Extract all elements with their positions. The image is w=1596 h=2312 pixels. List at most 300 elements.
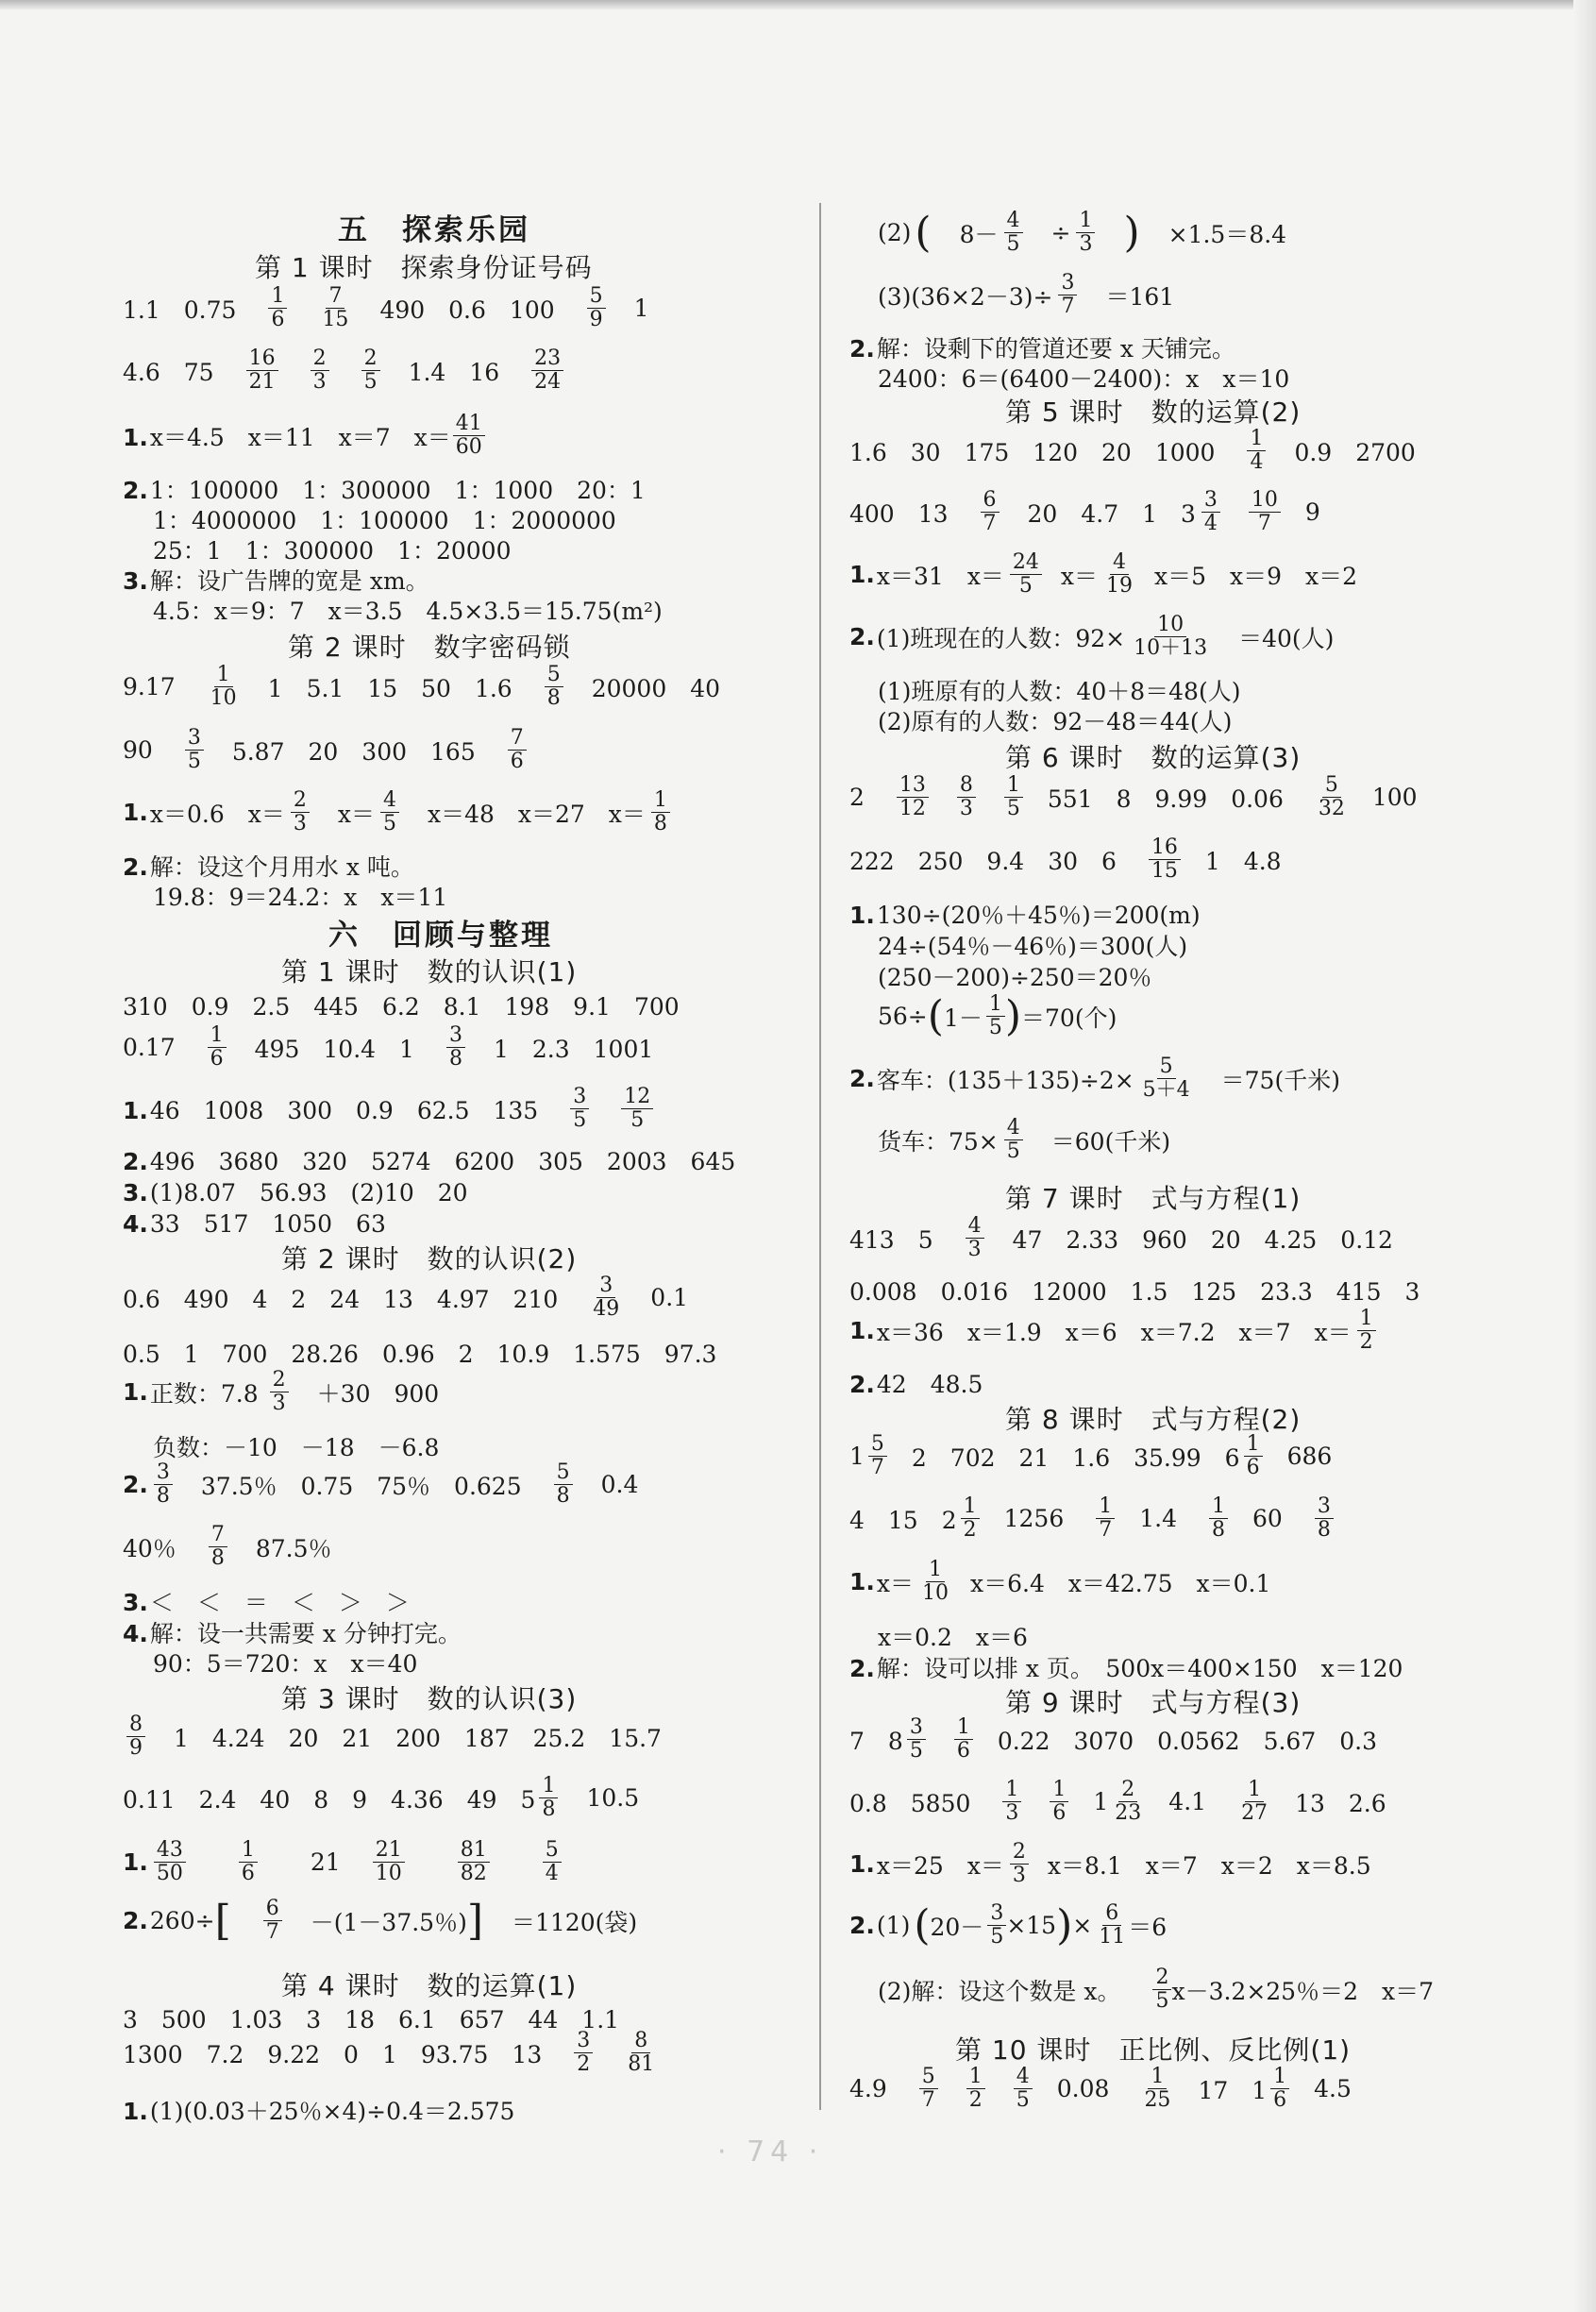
numerator: 1 (1245, 1779, 1264, 1802)
denominator: 8 (156, 1484, 170, 1509)
scan-top-edge (0, 0, 1596, 9)
fraction (590, 1274, 622, 1321)
answer-text: 0.11 2.4 40 8 9 4.36 49 5 (123, 1785, 536, 1814)
denominator: 82 (460, 1862, 487, 1886)
answer-text: 9 (1304, 498, 1320, 527)
answer-text: (1)8.07 56.93 (2)10 20 (149, 1179, 468, 1207)
numerator: 5 (919, 2066, 938, 2089)
numerator: 4 (966, 1215, 984, 1239)
fraction (239, 1839, 258, 1885)
fraction (1270, 2066, 1289, 2112)
answer-line (123, 1174, 468, 1208)
numerator: 1 (1148, 2066, 1167, 2089)
question-number: 1. (123, 799, 148, 827)
answer-text: 260÷ (149, 1907, 215, 1935)
denominator: 5 (382, 812, 396, 836)
answer-line (123, 2093, 514, 2127)
answer-line (123, 849, 414, 883)
numerator: 5 (868, 1433, 887, 1457)
answer-text: 47 2.33 960 20 4.25 0.12 (1012, 1225, 1393, 1254)
question-number: 2. (123, 1907, 148, 1935)
fraction (531, 347, 563, 394)
column-divider (819, 203, 821, 2110)
question-number: 1. (123, 1378, 148, 1407)
denominator: 3 (1012, 1864, 1026, 1888)
question-number: 1. (123, 1848, 148, 1877)
unit-title: 五 探索乐园 (338, 213, 530, 247)
answer-text: (1)(0.03＋25％×4)÷0.4＝2.575 (149, 2098, 515, 2125)
fraction (625, 2030, 657, 2076)
denominator: 7 (1257, 512, 1271, 536)
numerator: 1 (214, 664, 233, 687)
numerator: 2 (270, 1369, 289, 1392)
question-number: 3. (123, 1179, 148, 1207)
answer-text: x－3.2×25％＝2 x＝7 (1171, 1977, 1434, 2005)
denominator: 5 (990, 1925, 1004, 1949)
numerator: 1 (1247, 428, 1266, 451)
fraction (126, 1713, 145, 1760)
denominator: 5 (1006, 232, 1020, 257)
answer-text: 90 (123, 736, 153, 765)
answer-text: x＝8.1 x＝7 x＝2 x＝8.5 (1047, 1851, 1371, 1880)
lesson-title: 第 2 课时 数的认识(2) (281, 1243, 578, 1274)
unit-title: 六 回顾与整理 (328, 919, 553, 953)
fraction (154, 1461, 173, 1508)
answer-text: 货车：75× (878, 1127, 999, 1156)
denominator: 6 (1052, 1801, 1067, 1826)
numerator: 1 (926, 1559, 945, 1582)
answer-text: 0.22 3070 0.0562 5.67 0.3 (997, 1727, 1377, 1755)
answer-text: 2 702 21 1.6 35.99 6 (911, 1443, 1240, 1472)
numerator: 5 (587, 285, 606, 309)
answer-text: 87.5％ (255, 1534, 332, 1562)
answer-text: 33 517 1050 63 (149, 1210, 386, 1238)
answer-text: 13 2.6 (1295, 1789, 1386, 1817)
numerator: 81 (458, 1839, 490, 1863)
denominator: 7 (921, 2088, 935, 2113)
denominator: 5 (909, 1739, 923, 1764)
answer-text: ( (927, 991, 944, 1040)
question-number: 1. (849, 1850, 875, 1879)
answer-line (849, 1650, 1403, 1684)
numerator: 1 (986, 993, 1005, 1017)
denominator: 3 (967, 1238, 982, 1262)
answer-text: 1.4 16 (408, 358, 500, 386)
answer-text: 1：100000 1：300000 1：1000 20：1 (149, 477, 646, 504)
answer-row (849, 551, 1386, 598)
fraction (1096, 1495, 1115, 1542)
fraction (1058, 272, 1077, 318)
fraction (868, 1433, 887, 1479)
denominator: 15 (322, 308, 349, 332)
lesson-title: 第 8 课时 式与方程(2) (1005, 1404, 1302, 1435)
fraction (961, 1495, 980, 1542)
answer-text: ) (1123, 208, 1140, 257)
answer-row (878, 993, 1145, 1039)
fraction (311, 347, 329, 394)
question-number: 2. (123, 1471, 148, 1499)
denominator: 10＋13 (1134, 636, 1208, 661)
denominator: 6 (510, 750, 524, 774)
answer-row (849, 1055, 1369, 1102)
answer-text: x＝0.6 x＝ (149, 800, 285, 828)
answer-text: x＝6.4 x＝42.75 x＝0.1 (970, 1569, 1271, 1597)
answer-line: 24÷(54％－46％)＝300(人) (878, 933, 1188, 960)
denominator: 5 (988, 1016, 1002, 1040)
numerator: 5 (1157, 1055, 1176, 1079)
answer-text: 46 1008 300 0.9 62.5 135 (149, 1096, 539, 1124)
denominator: 8 (1212, 1518, 1226, 1543)
answer-text: (1) (876, 1912, 911, 1940)
lesson-title: 第 7 课时 式与方程(1) (1005, 1183, 1302, 1214)
answer-line: 2400：6＝(6400－2400)：x x＝10 (878, 365, 1290, 393)
numerator: 3 (185, 727, 204, 751)
fraction (185, 727, 204, 773)
fraction (1010, 1841, 1029, 1887)
numerator: 2 (1118, 1779, 1137, 1802)
denominator: 12 (899, 797, 926, 821)
right-bracket: ] (466, 1896, 483, 1945)
answer-text: ＝40(人) (1238, 624, 1335, 652)
question-number: 2. (849, 1371, 875, 1398)
fraction (966, 2066, 985, 2112)
fraction (1357, 1308, 1376, 1354)
fraction (1096, 1902, 1128, 1949)
lesson-title: 第 5 课时 数的运算(2) (1005, 397, 1302, 428)
fraction (1316, 774, 1348, 820)
answer-text: 2 (849, 784, 865, 812)
answer-text: ) (1004, 991, 1022, 1040)
answer-text: 1.1 0.75 (123, 295, 237, 324)
denominator: 6 (956, 1739, 970, 1764)
answer-line (123, 1584, 410, 1618)
numerator: 3 (446, 1024, 465, 1048)
answer-text: x＝ (1060, 562, 1099, 590)
numerator: 5 (554, 1461, 573, 1485)
answer-text: 0.4 (600, 1471, 639, 1499)
question-number: 1. (123, 2098, 148, 2125)
denominator: 4 (1250, 450, 1264, 475)
question-number: 2. (123, 853, 148, 881)
fraction (1103, 551, 1135, 598)
numerator: 3 (570, 1086, 589, 1109)
answer-row (849, 1559, 1299, 1605)
numerator: 7 (209, 1524, 227, 1547)
question-number: 4. (123, 1210, 148, 1238)
numerator: 21 (373, 1839, 405, 1863)
answer-row (849, 1841, 1400, 1887)
numerator: 1 (268, 285, 287, 309)
denominator: 7 (265, 1920, 279, 1945)
denominator: 5 (1018, 574, 1033, 599)
denominator: 3 (272, 1392, 286, 1416)
denominator: 5 (363, 370, 378, 395)
question-number: 2. (123, 1148, 148, 1175)
answer-text: 7 8 (849, 1727, 903, 1755)
answer-text: 1.6 30 175 120 20 1000 (849, 438, 1216, 466)
fraction (1149, 836, 1181, 883)
question-number: 1. (123, 423, 148, 451)
denominator: 6 (241, 1862, 255, 1886)
numerator: 1 (1096, 1495, 1115, 1519)
numerator: 10 (1249, 489, 1281, 513)
numerator: 7 (326, 285, 344, 309)
numerator: 4 (1004, 210, 1023, 233)
fraction (270, 1369, 289, 1415)
answer-line: 负数：－10 －18 －6.8 (153, 1434, 440, 1461)
denominator: 3 (1005, 1801, 1019, 1826)
numerator: 3 (1315, 1495, 1334, 1519)
question-number: 1. (849, 1317, 875, 1345)
answer-text: ( (914, 1900, 931, 1949)
fraction (1014, 2066, 1033, 2112)
numerator: 41 (453, 413, 485, 436)
fraction (957, 774, 976, 820)
answer-text: 496 3680 320 5274 6200 305 2003 645 (149, 1148, 736, 1175)
numerator: 1 (651, 789, 670, 813)
answer-text: 0.1 (650, 1284, 689, 1312)
answer-text: 1 (633, 295, 649, 323)
numerator: 2 (1152, 1966, 1171, 1990)
answer-row (849, 1716, 1405, 1763)
answer-row (849, 1433, 1360, 1479)
fraction (1201, 489, 1220, 535)
numerator: 16 (246, 347, 278, 371)
lesson-title: 第 1 课时 数的认识(1) (281, 956, 578, 987)
answer-line (123, 563, 429, 597)
fraction (621, 1086, 653, 1132)
denominator: 10 (922, 1581, 949, 1606)
lesson-title: 第 9 课时 式与方程(3) (1005, 1687, 1302, 1718)
answer-text: 20－ (930, 1913, 984, 1941)
fraction (373, 1839, 405, 1885)
answer-row (878, 1966, 1462, 2013)
fraction (1004, 210, 1023, 256)
denominator: 27 (1241, 1801, 1268, 1826)
fraction (380, 789, 399, 835)
denominator: 5 (1006, 797, 1020, 821)
fraction (554, 1461, 573, 1508)
answer-row (123, 727, 555, 773)
fraction (446, 1024, 465, 1071)
fraction (574, 2030, 593, 2076)
denominator: 5 (1155, 1989, 1169, 2014)
fraction (543, 1839, 562, 1885)
answer-text: 9.17 (123, 673, 176, 701)
answer-text: ＝60(千米) (1050, 1127, 1171, 1156)
fraction (919, 1559, 951, 1605)
numerator: 2 (361, 347, 380, 371)
answer-line: 3 500 1.03 3 18 6.1 657 44 1.1 (123, 2006, 620, 2034)
answer-line: 90：5＝720：x x＝40 (153, 1650, 418, 1678)
numerator: 3 (987, 1902, 1006, 1926)
denominator: 32 (1318, 797, 1345, 821)
answer-row (123, 347, 592, 394)
fraction (1152, 1966, 1171, 2013)
numerator: 8 (126, 1713, 145, 1737)
fraction (319, 285, 351, 331)
fraction (981, 489, 1000, 535)
answer-text (123, 419, 451, 453)
numerator: 3 (907, 1716, 926, 1740)
answer-text: 222 250 9.4 30 6 (849, 847, 1117, 875)
answer-text: 0.6 490 4 2 24 13 4.97 210 (123, 1285, 559, 1313)
answer-text: 37.5％ 0.75 75％ 0.625 (200, 1472, 522, 1500)
answer-row (123, 1898, 665, 1944)
fraction (1112, 1779, 1144, 1825)
denominator: 25 (1144, 2088, 1171, 2113)
answer-text: x＝36 x＝1.9 x＝6 x＝7.2 x＝7 x＝ (876, 1318, 1352, 1346)
denominator: 8 (653, 812, 667, 836)
answer-text: 客车：(135＋135)÷2× (876, 1066, 1134, 1094)
fraction (907, 1716, 926, 1763)
denominator: 3 (1079, 232, 1093, 257)
numerator: 43 (154, 1839, 186, 1863)
numerator: 5 (1322, 774, 1341, 798)
answer-text: 20 4.7 1 3 (1027, 499, 1196, 528)
answer-line (123, 472, 646, 506)
answer-line: 4.5：x＝9：7 x＝3.5 4.5×3.5＝15.75(m²) (153, 598, 663, 625)
denominator: 2 (577, 2052, 591, 2077)
denominator: 10 (210, 686, 237, 711)
denominator: 5＋4 (1142, 1078, 1190, 1103)
answer-text: × (1072, 1912, 1093, 1940)
answer-text: 0.9 2700 (1294, 438, 1416, 466)
fraction (208, 1024, 227, 1071)
lesson-title: 第 6 课时 数的运算(3) (1005, 742, 1302, 773)
answer-text: 0.17 (123, 1034, 176, 1062)
fraction (291, 789, 310, 835)
numerator: 1 (1357, 1308, 1376, 1331)
answer-row (849, 836, 1310, 883)
answer-text: (2)解：设这个数是 x。 (878, 1977, 1121, 2005)
fraction (954, 1716, 973, 1763)
answer-text: 20000 40 (591, 674, 721, 702)
numerator: 4 (1014, 2066, 1033, 2089)
answer-row (123, 285, 678, 331)
answer-text: 1 5.1 15 50 1.6 (267, 674, 512, 702)
answer-text: 130÷(20％＋45％)＝200(m) (876, 902, 1201, 929)
fraction (453, 413, 485, 459)
answer-text: 4 15 2 (849, 1506, 957, 1534)
answer-text: 0.8 5850 (849, 1789, 971, 1817)
denominator: 9 (589, 308, 603, 332)
denominator: 5 (1016, 2088, 1030, 2113)
fraction (458, 1839, 490, 1885)
fraction (154, 1839, 186, 1885)
fraction (1050, 1779, 1068, 1825)
numerator: 6 (263, 1898, 282, 1921)
answer-text: ＝75(千米) (1220, 1066, 1340, 1094)
answer-text: ( (915, 208, 932, 257)
answer-text: ×1.5＝8.4 (1168, 220, 1287, 248)
answer-text: ) (1056, 1900, 1073, 1949)
fraction (1249, 489, 1281, 535)
answer-text: 17 1 (1198, 2076, 1268, 2104)
answer-text: ＝161 (1105, 282, 1175, 311)
fraction (651, 789, 670, 835)
numerator: 8 (631, 2030, 650, 2053)
answer-text: 1300 7.2 9.22 0 1 93.75 13 (123, 2040, 543, 2068)
answer-text: 490 0.6 100 (379, 295, 555, 324)
numerator: 1 (1004, 774, 1023, 798)
denominator: 8 (546, 686, 561, 711)
numerator: 1 (966, 2066, 985, 2089)
answer-text: 21 (310, 1848, 341, 1877)
answer-text: 686 (1286, 1443, 1333, 1471)
answer-row (123, 1839, 590, 1885)
numerator: 1 (1244, 1433, 1263, 1457)
answer-text: 60 (1252, 1505, 1283, 1533)
fraction (263, 1898, 282, 1944)
fraction (545, 664, 563, 710)
answer-text: 42 48.5 (876, 1371, 983, 1398)
answer-line (849, 897, 1201, 931)
answer-line (849, 1366, 983, 1400)
question-number: 2. (849, 1065, 875, 1093)
answer-text: 解：设广告牌的宽是 xm。 (149, 567, 429, 595)
question-number: 1. (123, 1096, 148, 1124)
answer-row (123, 1775, 667, 1821)
numerator: 1 (961, 1495, 980, 1519)
numerator: 1 (208, 1024, 227, 1048)
fraction (919, 2066, 938, 2112)
numerator: 1 (954, 1716, 973, 1740)
numerator: 6 (1102, 1902, 1121, 1926)
answer-text: －(1－37.5％) (310, 1908, 467, 1936)
answer-text: 1.4 (1139, 1505, 1178, 1533)
denominator: 2 (963, 1518, 977, 1543)
numerator: 3 (596, 1274, 615, 1298)
answer-text: 4.9 (849, 2075, 887, 2103)
answer-text: 4.1 (1168, 1788, 1207, 1816)
answer-text: 495 10.4 1 (254, 1035, 414, 1063)
numerator: 2 (1010, 1841, 1029, 1865)
answer-row (849, 1902, 1195, 1949)
answer-text: 400 13 (849, 499, 949, 528)
numerator: 1 (539, 1775, 558, 1798)
answer-text: 1256 (1003, 1505, 1065, 1533)
answer-text: 解：设一共需要 x 分钟打完。 (149, 1620, 462, 1647)
answer-text: 4.5 (1314, 2075, 1352, 2103)
denominator: 3 (959, 797, 973, 821)
answer-row (123, 1274, 716, 1321)
denominator: 60 (455, 435, 482, 460)
answer-text: 413 5 (849, 1225, 933, 1254)
page-number: · 74 · (717, 2135, 824, 2169)
answer-row (849, 774, 1446, 820)
denominator: 24 (534, 370, 562, 395)
answer-line: 0.008 0.016 12000 1.5 125 23.3 415 3 (849, 1278, 1420, 1306)
denominator: 8 (1317, 1518, 1331, 1543)
answer-text: 10.5 (586, 1784, 640, 1813)
answer-row (849, 1308, 1404, 1354)
answer-line: 310 0.9 2.5 445 6.2 8.1 198 9.1 700 (123, 993, 680, 1021)
fraction (508, 727, 527, 773)
numerator: 3 (154, 1461, 173, 1485)
question-number: 3. (123, 567, 148, 595)
fraction (987, 1902, 1006, 1949)
denominator: 3 (293, 812, 307, 836)
question-number: 1. (849, 902, 875, 929)
answer-text: 551 8 9.99 0.06 (1047, 785, 1284, 813)
fraction (361, 347, 380, 394)
lesson-title: 第 1 课时 探索身份证号码 (255, 252, 593, 283)
answer-text: ＝1120(袋) (512, 1908, 638, 1936)
scan-right-edge (1573, 0, 1596, 2312)
denominator: 5 (573, 1108, 587, 1133)
numerator: 3 (574, 2030, 593, 2053)
